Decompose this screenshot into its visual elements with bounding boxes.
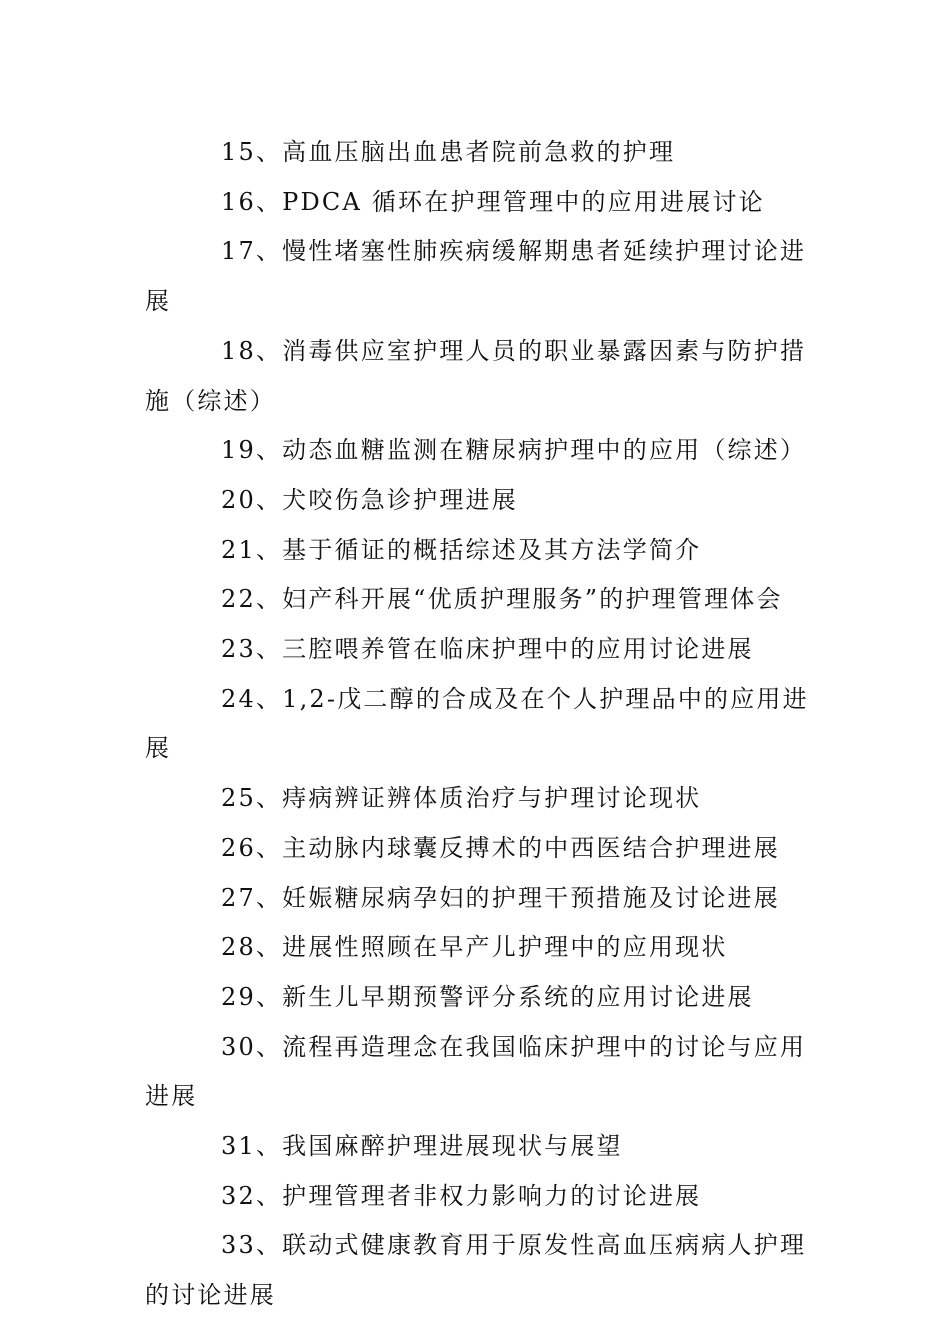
list-item-text: 23、三腔喂养管在临床护理中的应用讨论进展 [221,635,754,664]
list-item [145,923,810,973]
list-item [145,675,810,774]
list-item-text: 20、犬咬伤急诊护理进展 [221,485,518,514]
list-item-text: 28、进展性照顾在早产儿护理中的应用现状 [221,933,728,962]
list-item-text: 16、PDCA 循环在护理管理中的应用进展讨论 [221,187,765,216]
list-item-text: 26、主动脉内球囊反搏术的中西医结合护理进展 [221,833,780,862]
list-item-text: 32、护理管理者非权力影响力的讨论进展 [221,1181,702,1210]
list-item [145,874,810,924]
list-item [145,128,810,178]
list-item [145,1122,810,1172]
list-item-text: 31、我国麻醉护理进展现状与展望 [221,1132,623,1161]
topic-list [145,128,810,1321]
list-item [145,1221,810,1320]
list-item-text: 18、消毒供应室护理人员的职业暴露因素与防护措施（综述） [145,336,807,415]
list-item-text: 15、高血压脑出血患者院前急救的护理 [221,138,676,166]
list-item [145,575,810,625]
list-item [145,824,810,874]
list-item [145,1172,810,1222]
list-item [145,476,810,526]
list-item [145,327,810,426]
list-item [145,625,810,675]
list-item-text: 19、动态血糖监测在糖尿病护理中的应用（综述） [221,436,807,465]
list-item-text: 33、联动式健康教育用于原发性高血压病病人护理的讨论进展 [145,1231,807,1310]
list-item-text: 21、基于循证的概括综述及其方法学简介 [221,535,702,564]
list-item-text: 27、妊娠糖尿病孕妇的护理干预措施及讨论进展 [221,883,780,912]
list-item [145,178,810,228]
list-item [145,426,810,476]
list-item [145,774,810,824]
list-item [145,227,810,326]
list-item [145,1023,810,1122]
list-item-text: 17、慢性堵塞性肺疾病缓解期患者延续护理讨论进展 [145,237,807,316]
list-item-text: 25、痔病辨证辨体质治疗与护理讨论现状 [221,784,702,813]
list-item-text: 24、1,2-戊二醇的合成及在个人护理品中的应用进展 [145,684,809,763]
list-item-text: 30、流程再造理念在我国临床护理中的讨论与应用进展 [145,1032,807,1111]
list-item [145,526,810,576]
list-item-text: 22、妇产科开展“优质护理服务”的护理管理体会 [221,585,783,614]
list-item [145,973,810,1023]
list-item-text: 29、新生儿早期预警评分系统的应用讨论进展 [221,982,754,1011]
